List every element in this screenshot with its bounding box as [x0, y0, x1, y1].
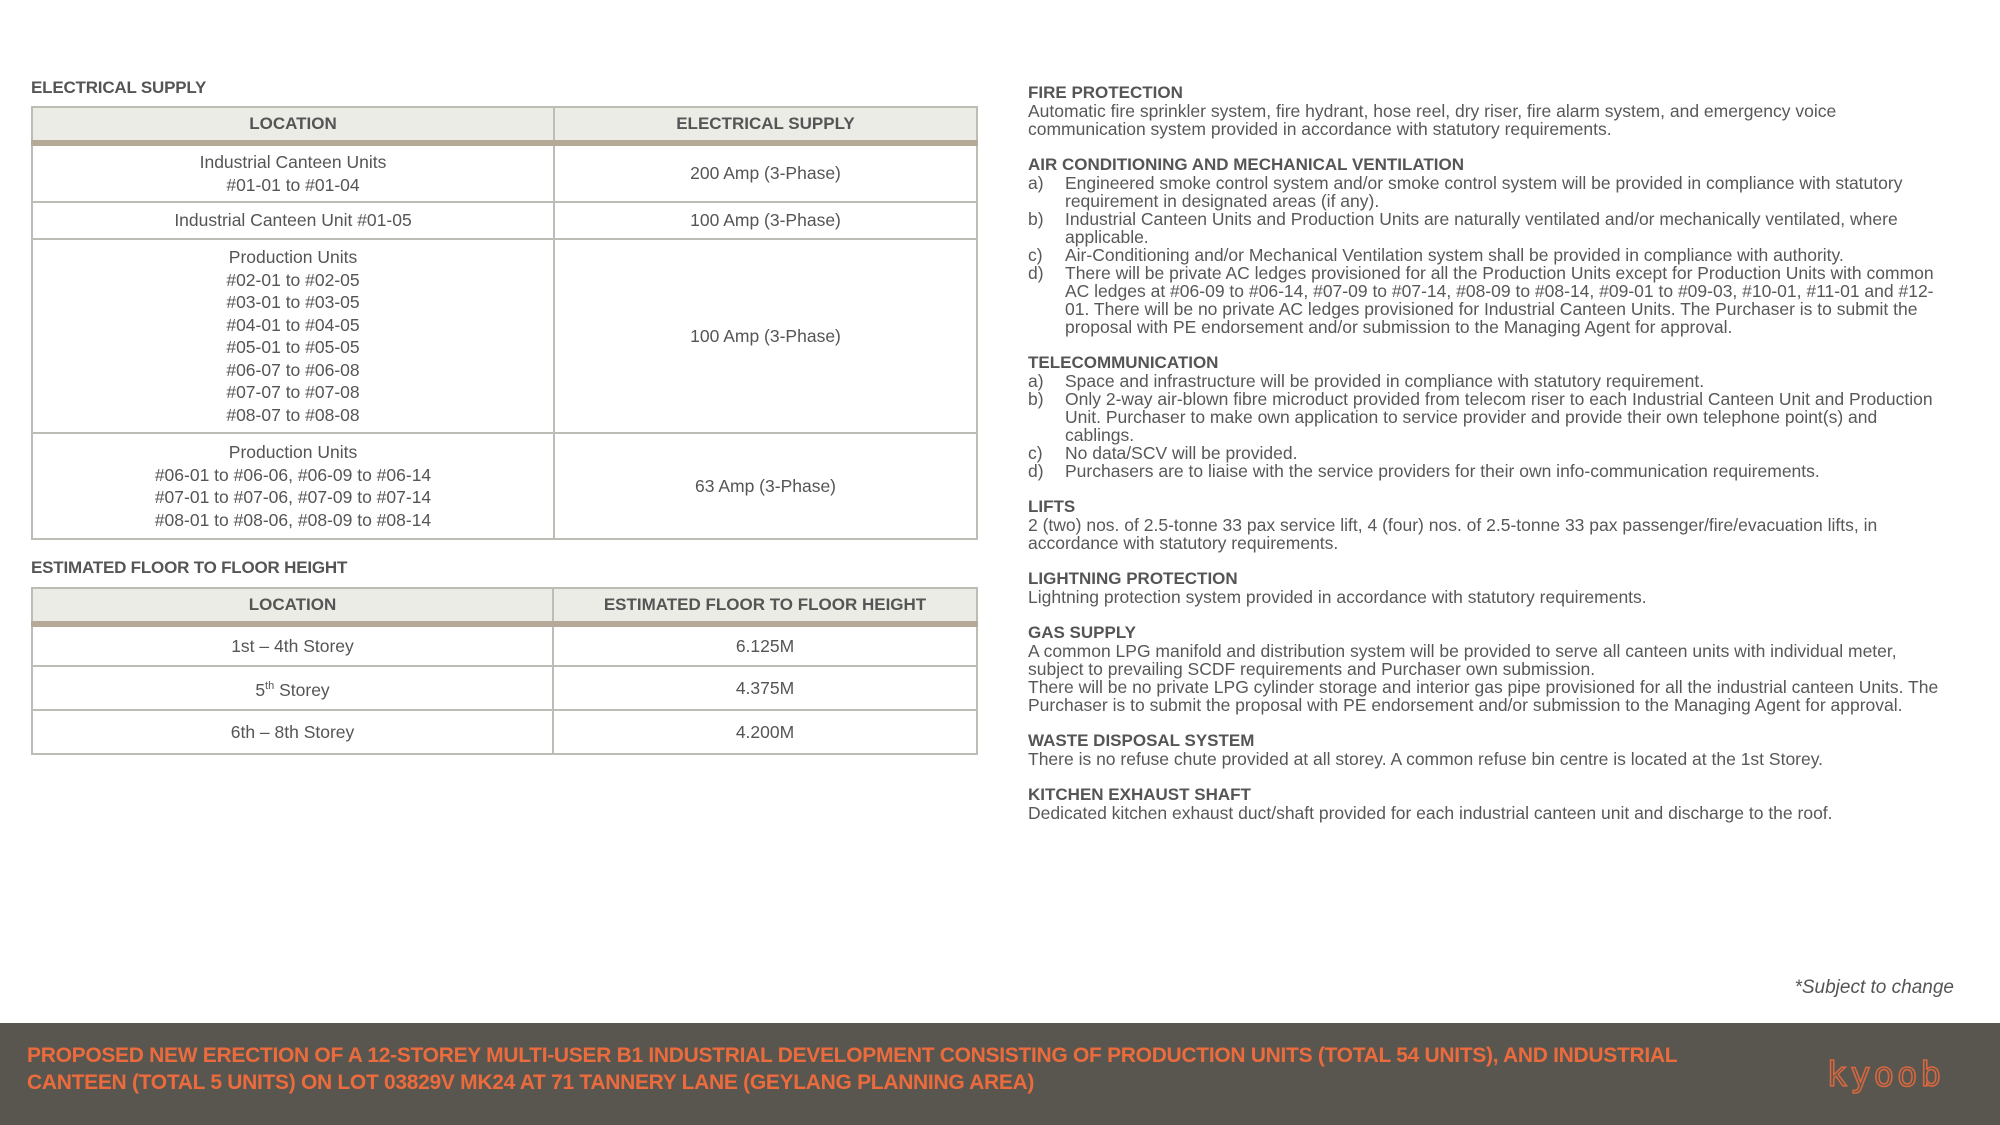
location-cell [32, 433, 554, 539]
location-line: Production Units [228, 247, 358, 267]
section-title: AIR CONDITIONING AND MECHANICAL VENTILATION [1028, 155, 1465, 174]
location-line: Industrial Canteen Unit #01-05 [174, 210, 412, 231]
kitchen-exhaust-section [1028, 786, 1948, 822]
height-cell: 4.375M [553, 666, 977, 710]
section-title: KITCHEN EXHAUST SHAFT [1028, 785, 1251, 804]
lifts-section [1028, 498, 1948, 552]
project-title: PROPOSED NEW ERECTION OF A 12-STOREY MULTI-USER B1 INDUSTRIAL DEVELOPMENT CONSISTING OF PRODUCTION UNITS (TOTAL 54 UNITS), AND INDUSTRIAL CANTEEN (TOTAL 5 UNITS) ON LOT 03829V MK24 AT 71 TANNERY LANE (GEYLANG PLANNING AREA) [27, 1044, 1677, 1094]
table-header-row [32, 107, 977, 143]
location-cell [32, 143, 554, 202]
storey-number: 5 [255, 679, 266, 700]
column-header-location: LOCATION [32, 588, 553, 624]
column-header-floor-height: ESTIMATED FLOOR TO FLOOR HEIGHT [553, 588, 977, 624]
kyoob-logo [1827, 1055, 1944, 1095]
location-line: Production Units [228, 442, 358, 462]
footer-bar [0, 1023, 2000, 1125]
location-cell: 6th – 8th Storey [32, 710, 553, 754]
list-item [1028, 462, 1948, 480]
location-line: #07-07 to #07-08 [226, 382, 360, 402]
item-text: Industrial Canteen Units and Production Units are naturally ventilated and/or mechanically ventilated, where applicable. [1065, 209, 1898, 247]
location-line: Industrial Canteen Units [199, 152, 387, 172]
item-text: There will be private AC ledges provisioned for all the Production Units except for Production Units with common AC ledges at #06-09 to #06-14, #07-09 to #07-14, #08-09 to #08-14, #09-01 to #09-03, #10-01, #11-01 and #12-01. There will be no private AC ledges provisioned for Industrial Canteen Units. The Purchaser is to submit the proposal with PE endorsement and/or submission to the Managing Agent for approval. [1065, 263, 1934, 337]
height-cell: 4.200M [553, 710, 977, 754]
location-line: #03-01 to #03-05 [226, 292, 360, 312]
section-title: WASTE DISPOSAL SYSTEM [1028, 731, 1255, 750]
item-label: c) [1028, 245, 1043, 265]
item-label: b) [1028, 209, 1044, 229]
table-row [32, 624, 977, 666]
item-text: No data/SCV will be provided. [1065, 443, 1298, 463]
column-header-location: LOCATION [32, 107, 554, 143]
location-line: #08-01 to #08-06, #08-09 to #08-14 [154, 509, 432, 530]
location-cell [32, 202, 554, 239]
section-title: GAS SUPPLY [1028, 623, 1137, 642]
table-row [32, 202, 977, 239]
location-line: #07-01 to #07-06, #07-09 to #07-14 [154, 487, 432, 507]
height-cell: 6.125M [553, 624, 977, 666]
section-text: Dedicated kitchen exhaust duct/shaft provided for each industrial canteen unit and discharge to the roof. [1028, 803, 1833, 823]
table-row [32, 666, 977, 710]
storey-word: Storey [274, 679, 330, 700]
column-header-electrical-supply: ELECTRICAL SUPPLY [554, 107, 977, 143]
lightning-protection-section [1028, 570, 1948, 606]
electrical-supply-heading: ELECTRICAL SUPPLY [31, 78, 207, 97]
location-cell [32, 666, 553, 710]
section-text: Lightning protection system provided in accordance with statutory requirements. [1028, 587, 1647, 607]
list-item [1028, 390, 1948, 444]
list-item [1028, 246, 1948, 264]
item-label: d) [1028, 461, 1044, 481]
location-line: #06-01 to #06-06, #06-09 to #06-14 [154, 464, 432, 485]
electrical-supply-table [31, 106, 978, 540]
location-line: #08-07 to #08-08 [226, 404, 360, 425]
acmv-section [1028, 156, 1948, 336]
section-title: FIRE PROTECTION [1028, 83, 1183, 102]
list-item [1028, 174, 1948, 210]
location-cell: 1st – 4th Storey [32, 624, 553, 666]
supply-cell: 100 Amp (3-Phase) [554, 239, 977, 433]
item-text: Purchasers are to liaise with the service providers for their own info-communication requirements. [1065, 461, 1820, 481]
location-cell [32, 239, 554, 433]
item-text: Space and infrastructure will be provided in compliance with statutory requirement. [1065, 371, 1705, 391]
item-text: Engineered smoke control system and/or smoke control system will be provided in compliance with statutory requirement in designated areas (if any). [1065, 173, 1903, 211]
item-label: a) [1028, 371, 1044, 391]
specifications-column [1028, 84, 1948, 840]
table-row [32, 143, 977, 202]
item-text: Air-Conditioning and/or Mechanical Ventilation system shall be provided in compliance with authority. [1065, 245, 1844, 265]
item-label: b) [1028, 389, 1044, 409]
supply-cell: 200 Amp (3-Phase) [554, 143, 977, 202]
section-title: LIFTS [1028, 497, 1076, 516]
location-line: #02-01 to #02-05 [226, 269, 360, 290]
list-item [1028, 210, 1948, 246]
subject-to-change-note: *Subject to change [1794, 977, 1954, 998]
list-item [1028, 372, 1948, 390]
table-row [32, 710, 977, 754]
supply-cell: 100 Amp (3-Phase) [554, 202, 977, 239]
gas-supply-section [1028, 624, 1948, 714]
item-label: c) [1028, 443, 1043, 463]
list-item [1028, 444, 1948, 462]
list-item [1028, 264, 1948, 336]
table-row [32, 433, 977, 539]
section-title: LIGHTNING PROTECTION [1028, 569, 1238, 588]
location-line: #04-01 to #04-05 [226, 314, 360, 335]
section-text: 2 (two) nos. of 2.5-tonne 33 pax service lift, 4 (four) nos. of 2.5-tonne 33 pax passenger/fire/evacuation lifts, in accordance with statutory requirements. [1028, 515, 1878, 553]
location-line: #05-01 to #05-05 [226, 337, 360, 357]
logo-text: kyoob [1826, 1055, 1944, 1095]
section-title: TELECOMMUNICATION [1028, 353, 1219, 372]
floor-height-heading: ESTIMATED FLOOR TO FLOOR HEIGHT [31, 558, 348, 577]
item-label: d) [1028, 263, 1044, 283]
item-text: Only 2-way air-blown fibre microduct provided from telecom riser to each Industrial Canteen Unit and Production Unit. Purchaser to make own application to service provider and provide their own telephone point(s) and cablings. [1065, 389, 1933, 445]
section-text: There will be no private LPG cylinder storage and interior gas pipe provisioned for all the industrial canteen Units. The Purchaser is to submit the proposal with PE endorsement and/or submission to the Managing Agent for approval. [1028, 677, 1939, 715]
storey-ordinal: th [265, 679, 275, 692]
telecommunication-section [1028, 354, 1948, 480]
section-text: Automatic fire sprinkler system, fire hydrant, hose reel, dry riser, fire alarm system, and emergency voice communication system provided in accordance with statutory requirements. [1028, 101, 1837, 139]
location-line: #01-01 to #01-04 [226, 174, 360, 195]
item-label: a) [1028, 173, 1044, 193]
table-header-row [32, 588, 977, 624]
waste-disposal-section [1028, 732, 1948, 768]
location-line: #06-07 to #06-08 [226, 359, 360, 380]
section-text: A common LPG manifold and distribution system will be provided to serve all canteen units with individual meter, subject to prevailing SCDF requirements and Purchaser own submission. [1028, 641, 1897, 679]
floor-height-table [31, 587, 978, 755]
table-row [32, 239, 977, 433]
section-text: There is no refuse chute provided at all storey. A common refuse bin centre is located at the 1st Storey. [1028, 749, 1824, 769]
supply-cell: 63 Amp (3-Phase) [554, 433, 977, 539]
fire-protection-section [1028, 84, 1948, 138]
